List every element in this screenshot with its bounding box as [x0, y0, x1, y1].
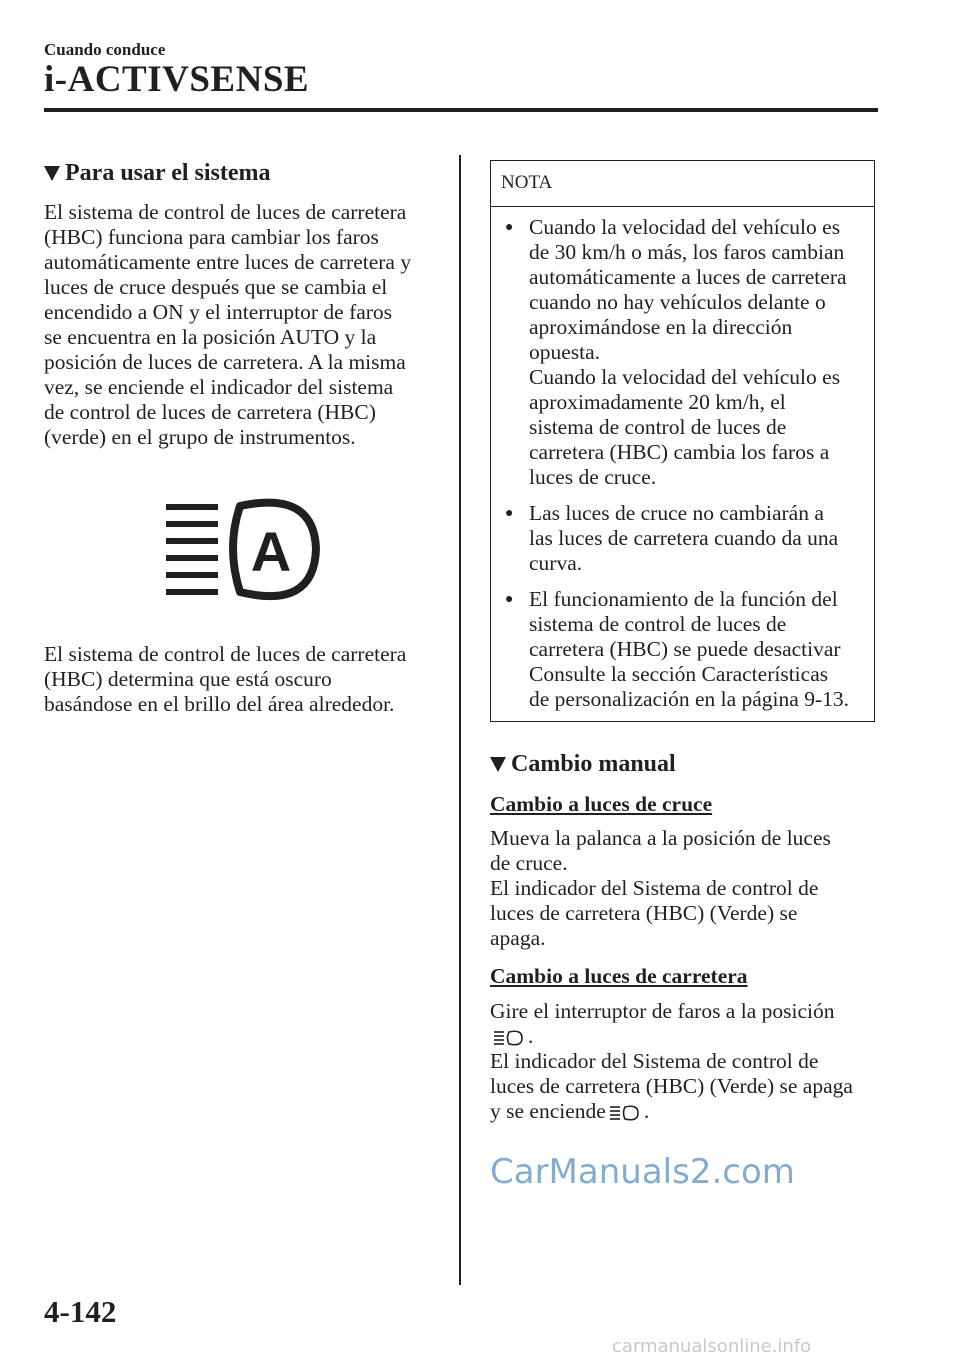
- section-heading-usage: [44, 160, 271, 187]
- detection-paragraph: [44, 642, 444, 717]
- note-item-text: [529, 587, 849, 712]
- text-line: vez, se enciende el indicador del sistema: [44, 375, 394, 399]
- text-line: El sistema de control de luces de carretera: [44, 200, 407, 224]
- high-beam-icon: [610, 1105, 640, 1121]
- text-line: basándose en el brillo del área alrededor.: [44, 692, 395, 716]
- text-line: El indicador del Sistema de control de: [490, 876, 819, 900]
- section-label: Cuando conduce: [44, 40, 166, 59]
- text-line: luces de carretera (HBC) (Verde) se apaga: [490, 1074, 853, 1098]
- note-item-text: [529, 501, 838, 576]
- note-item: [501, 587, 868, 712]
- bullet-icon: ●: [505, 220, 514, 235]
- text-line: las luces de carretera cuando da una: [529, 526, 839, 550]
- high-beam-icon: [494, 1030, 524, 1046]
- subheading-high-beam: Cambio a luces de carretera: [490, 964, 748, 988]
- text-line: de personalización en la página 9-13.: [529, 687, 849, 711]
- text-line: El sistema de control de luces de carretera: [44, 642, 407, 666]
- note-list: [491, 207, 874, 712]
- bullet-icon: ●: [505, 506, 514, 521]
- text-line: sistema de control de luces de: [529, 612, 787, 636]
- header-rule: [44, 108, 878, 112]
- text-line: [490, 1099, 875, 1124]
- triangle-marker-icon: [44, 166, 60, 181]
- column-divider: [459, 155, 461, 1285]
- text-line: Cuando la velocidad del vehículo es: [529, 215, 841, 239]
- text-line: [490, 1024, 875, 1049]
- text-line: (verde) en el grupo de instrumentos.: [44, 425, 356, 449]
- chapter-title: i-ACTIVSENSE: [44, 59, 310, 100]
- text-line: opuesta.: [529, 340, 601, 364]
- watermark: CarManuals2.com: [490, 1152, 795, 1192]
- note-item-text: [529, 215, 847, 490]
- auto-high-beam-indicator-icon: [164, 498, 324, 602]
- text-line: Consulte la sección Características: [529, 662, 829, 686]
- section-heading-text: Para usar el sistema: [65, 160, 271, 186]
- low-beam-paragraph: [490, 826, 875, 951]
- footer-site-text: carmanualsonline.info: [612, 1336, 812, 1357]
- text-line: posición de luces de carretera. A la misma: [44, 350, 406, 374]
- text-line: luces de cruce.: [529, 465, 657, 489]
- text-line: aproximadamente 20 km/h, el: [529, 390, 786, 414]
- text-line: luces de cruce después que se cambia el: [44, 275, 388, 299]
- text-line: Las luces de cruce no cambiarán a: [529, 501, 824, 525]
- text-fragment: y se enciende: [490, 1099, 606, 1123]
- text-fragment: .: [643, 1099, 650, 1123]
- note-item: [501, 215, 868, 490]
- bullet-icon: ●: [505, 592, 514, 607]
- text-line: (HBC) funciona para cambiar los faros: [44, 225, 379, 249]
- text-fragment: .: [528, 1024, 534, 1048]
- text-line: automáticamente a luces de carretera: [529, 265, 847, 289]
- text-line: El funcionamiento de la función del: [529, 587, 838, 611]
- section-heading-text: Cambio manual: [511, 751, 676, 777]
- text-line: automáticamente entre luces de carretera y: [44, 250, 412, 274]
- text-line: El indicador del Sistema de control de: [490, 1049, 819, 1073]
- note-box: [490, 160, 875, 722]
- high-beam-paragraph: [490, 999, 875, 1124]
- text-line: Mueva la palanca a la posición de luces: [490, 826, 831, 850]
- text-line: de 30 km/h o más, los faros cambian: [529, 240, 845, 264]
- text-line: luces de carretera (HBC) (Verde) se: [490, 901, 798, 925]
- text-line: encendido a ON y el interruptor de faros: [44, 300, 393, 324]
- text-line: Gire el interruptor de faros a la posición: [490, 999, 835, 1023]
- text-line: cuando no hay vehículos delante o: [529, 290, 826, 314]
- page-number: 4-142: [44, 1294, 117, 1329]
- text-line: sistema de control de luces de: [529, 415, 787, 439]
- triangle-marker-icon: [490, 757, 506, 772]
- subheading-low-beam: Cambio a luces de cruce: [490, 792, 713, 816]
- text-line: carretera (HBC) se puede desactivar: [529, 637, 841, 661]
- text-line: curva.: [529, 551, 583, 575]
- note-item: [501, 501, 868, 576]
- text-line: se encuentra en la posición AUTO y la: [44, 325, 377, 349]
- text-line: apaga.: [490, 926, 546, 950]
- text-line: aproximándose en la dirección: [529, 315, 793, 339]
- section-heading-manual: [490, 751, 676, 778]
- text-line: (HBC) determina que está oscuro: [44, 667, 332, 691]
- usage-paragraph: [44, 200, 444, 450]
- icon-letter: A: [250, 520, 292, 583]
- text-line: carretera (HBC) cambia los faros a: [529, 440, 830, 464]
- text-line: de control de luces de carretera (HBC): [44, 400, 376, 424]
- text-line: de cruce.: [490, 851, 568, 875]
- text-line: Cuando la velocidad del vehículo es: [529, 365, 841, 389]
- note-title: NOTA: [491, 161, 874, 207]
